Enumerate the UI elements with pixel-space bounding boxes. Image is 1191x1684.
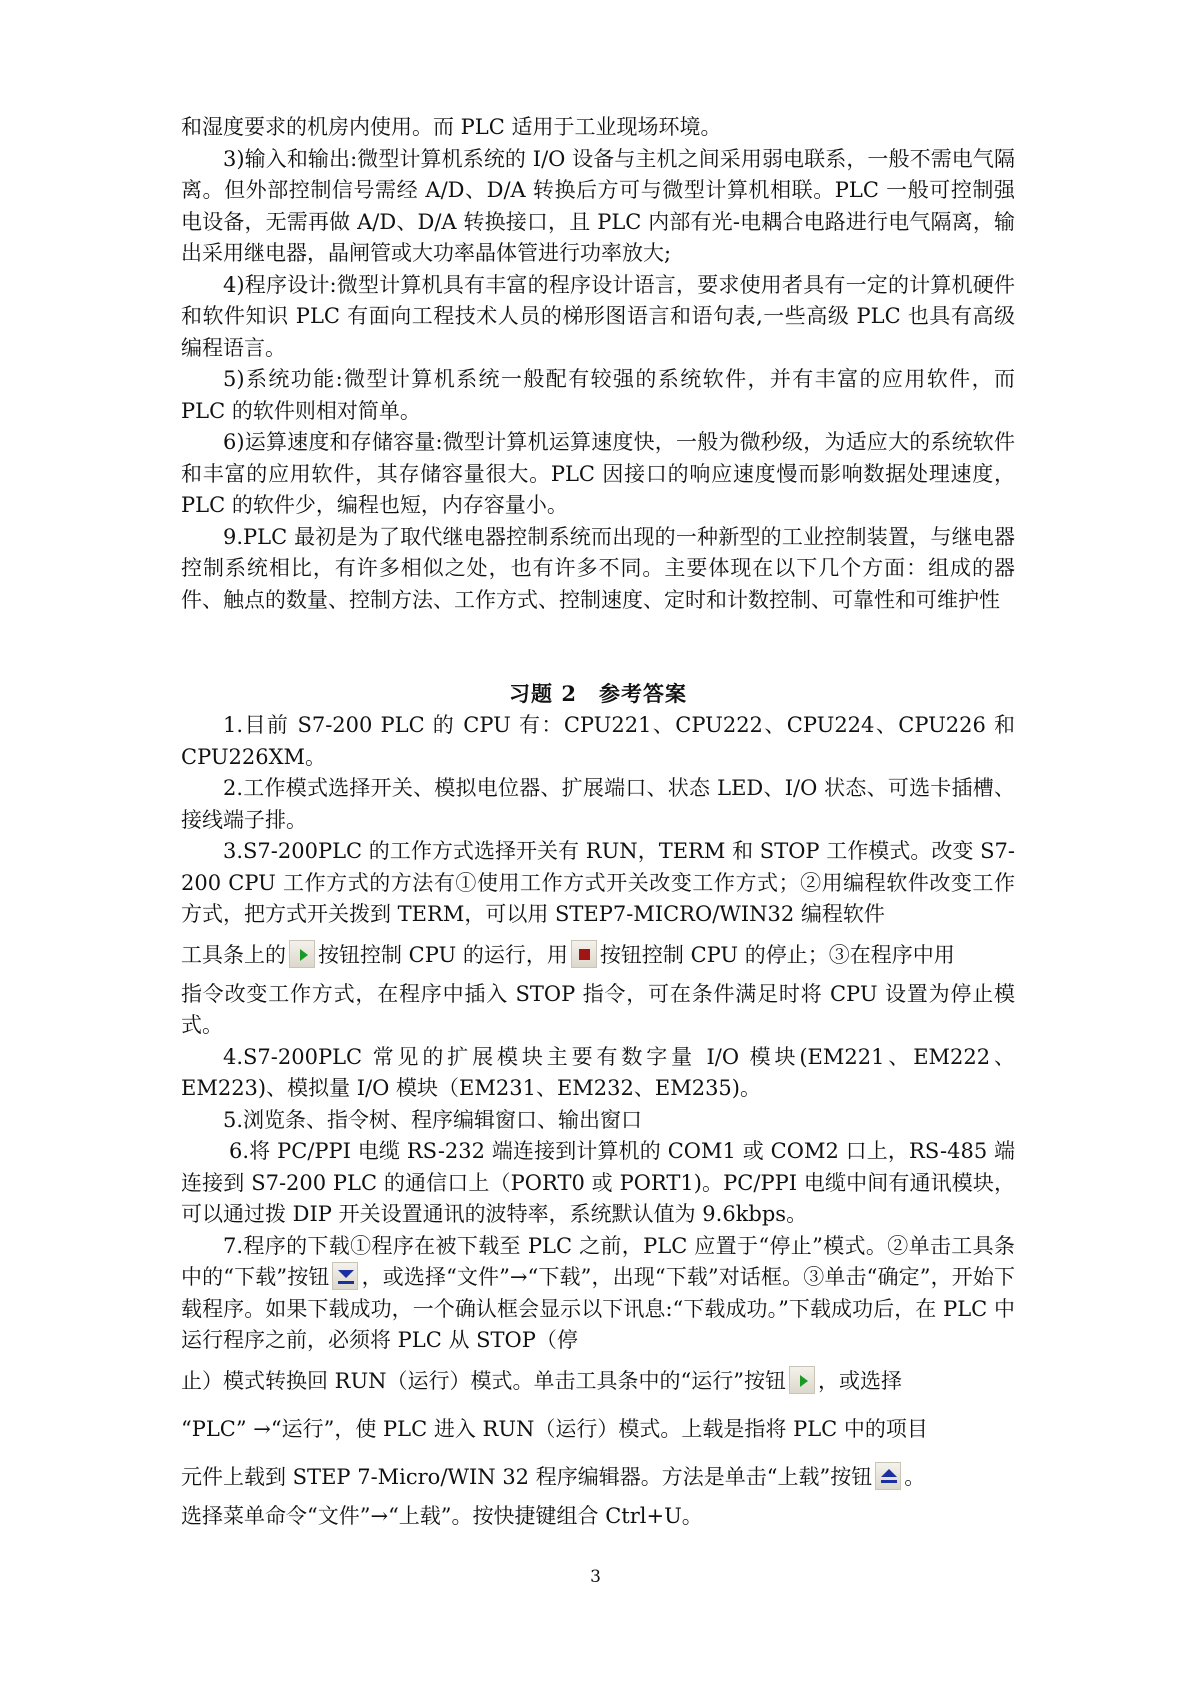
answer-7-text: 选择菜单命令“文件”→“上载”。按快捷键组合 Ctrl+U。	[181, 1503, 703, 1528]
answer-7-text: 7.程序的下载①程序在被下载至 PLC 之前，PLC 应置于“停止”模式。②单击工具条中的“下载”按钮	[181, 1233, 1015, 1289]
paragraph-item-4: 4)程序设计:微型计算机具有丰富的程序设计语言，要求使用者具有一定的计算机硬件和软件知识 PLC 有面向工程技术人员的梯形图语言和语句表,一些高级 PLC 也具有高级编程语言。	[181, 272, 1015, 360]
stop-icon	[571, 940, 597, 968]
answer-3	[181, 836, 1015, 1042]
paragraph-item-6: 6)运算速度和存储容量:微型计算机运算速度快，一般为微秒级，为适应大的系统软件和丰富的应用软件，其存储容量很大。PLC 因接口的响应速度慢而影响数据处理速度，PLC 的软件少，编程也短，内存容量小。	[181, 430, 1015, 517]
answer-2: 2.工作模式选择开关、模拟电位器、扩展端口、状态 LED、I/O 状态、可选卡插槽、接线端子排。	[181, 776, 1015, 832]
answer-3-text: 指令改变工作方式，在程序中插入 STOP 指令，可在条件满足时将 CPU 设置为停止模式。	[181, 981, 1015, 1037]
answer-3-text: 按钮控制 CPU 的停止；③在程序中用	[599, 942, 955, 967]
paragraph-item-9: 9.PLC 最初是为了取代继电器控制系统而出现的一种新型的工业控制装置，与继电器控制系统相比，有许多相似之处，也有许多不同。主要体现在以下几个方面：组成的器件、触点的数量、控制方法、工作方式、控制速度、定时和计数控制、可靠性和可维护性	[181, 524, 1015, 612]
answer-7-text: ，或选择	[818, 1368, 903, 1393]
answer-6: 6.将 PC/PPI 电缆 RS-232 端连接到计算机的 COM1 或 COM2 口上，RS-485 端连接到 S7-200 PLC 的通信口上（PORT0 或 PORT1)。PC/PPI 电缆中间有通讯模块，可以通过拨 DIP 开关设置通讯的波特率，系统默认值为 9.6kbps。	[181, 1139, 1015, 1226]
answer-3-text: 3.S7-200PLC 的工作方式选择开关有 RUN，TERM 和 STOP 工作模式。改变 S7-200 CPU 工作方式的方法有①使用工作方式开关改变工作方式；②用编程软件改变工作方式，把方式开关拨到 TERM，可以用 STEP7-MICRO/WIN32 编程软件	[181, 839, 1015, 926]
answer-7-text: 止）模式转换回 RUN（运行）模式。单击工具条中的“运行”按钮	[181, 1368, 787, 1393]
answer-7-icon-line	[181, 1357, 1015, 1405]
answer-7-text: “PLC” →“运行”，使 PLC 进入 RUN（运行）模式。上载是指将 PLC 中的项目	[181, 1416, 928, 1441]
play-icon	[789, 1366, 815, 1394]
answer-3-text: 工具条上的	[181, 942, 286, 967]
answer-7-text: ，或选择“文件”→“下载”，出现“下载”对话框。③单击“确定”，开始下载程序。如果下载成功，一个确认框会显示以下讯息:“下载成功。”下载成功后，在 PLC 中运行程序之前，必须将 PLC 从 STOP（停	[181, 1265, 1015, 1352]
answer-1: 1.目前 S7-200 PLC 的 CPU 有：CPU221、CPU222、CPU224、CPU226 和 CPU226XM。	[181, 713, 1015, 769]
answer-7-text	[181, 1231, 1015, 1357]
upload-icon	[875, 1462, 901, 1490]
answer-3-icon-line	[181, 931, 1015, 979]
page-number: 3	[590, 1567, 601, 1587]
paragraph-item-5: 5)系统功能:微型计算机系统一般配有较强的系统软件，并有丰富的应用软件，而 PLC 的软件则相对简单。	[181, 367, 1015, 423]
paragraph-item-3: 3)输入和输出:微型计算机系统的 I/O 设备与主机之间采用弱电联系，一般不需电气隔离。但外部控制信号需经 A/D、D/A 转换后方可与微型计算机相联。PLC 一般可控制强电设备，无需再做 A/D、D/A 转换接口，且 PLC 内部有光-电耦合电路进行电气隔离，输出采用继电器，晶闸管或大功率晶体管进行功率放大;	[181, 146, 1015, 265]
download-icon	[332, 1262, 358, 1290]
answer-5: 5.浏览条、指令树、程序编辑窗口、输出窗口	[223, 1107, 643, 1132]
answer-4: 4.S7-200PLC 常见的扩展模块主要有数字量 I/O 模块(EM221、EM222、EM223)、模拟量 I/O 模块（EM231、EM232、EM235)。	[181, 1044, 1015, 1100]
play-icon	[289, 940, 315, 968]
section-spacer	[181, 616, 1015, 678]
page-content	[181, 112, 1015, 1532]
paragraph-continued: 和湿度要求的机房内使用。而 PLC 适用于工业现场环境。	[181, 115, 722, 139]
answer-3-text: 按钮控制 CPU 的运行，用	[318, 942, 568, 967]
answer-7	[181, 1231, 1015, 1533]
answer-7-icon-line	[181, 1453, 1015, 1501]
answer-7-text: 元件上载到 STEP 7-Micro/WIN 32 程序编辑器。方法是单击“上载”按钮	[181, 1464, 873, 1489]
answer-7-text: 。	[904, 1464, 926, 1489]
section-title: 习题 2 参考答案	[509, 681, 687, 706]
